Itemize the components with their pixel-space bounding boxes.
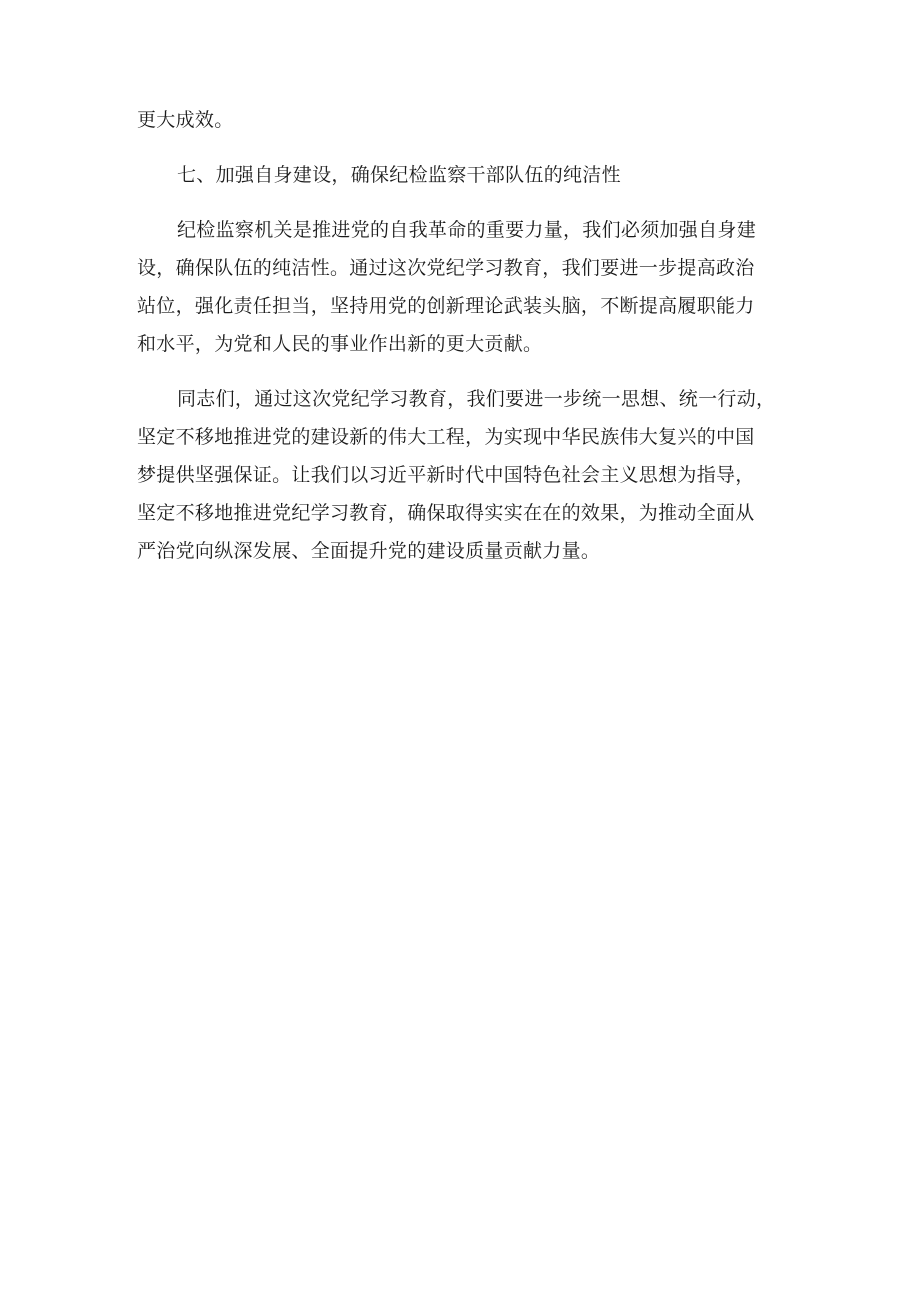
paragraph-gap — [137, 363, 797, 380]
paragraph-line: 纪检监察机关是推进党的自我革命的重要力量，我们必须加强自身建 — [177, 219, 757, 241]
paragraph-line: 坚定不移地推进党的建设新的伟大工程，为实现中华民族伟大复兴的中国 — [137, 426, 755, 448]
paragraph-line: 坚定不移地推进党纪学习教育，确保取得实实在在的效果，为推动全面从 — [137, 502, 755, 524]
paragraph-gap — [137, 194, 797, 211]
paragraph-line: 严治党向纵深发展、全面提升党的建设质量贡献力量。 — [137, 540, 601, 562]
paragraph-line: 梦提供坚强保证。让我们以习近平新时代中国特色社会主义思想为指导， — [137, 464, 755, 486]
paragraph-line: 同志们，通过这次党纪学习教育，我们要进一步统一思想、统一行动， — [177, 388, 776, 410]
paragraph-1 — [137, 211, 797, 363]
paragraph-tail-line: 更大成效。 — [137, 109, 234, 131]
paragraph-line: 站位，强化责任担当，坚持用党的创新理论武装头脑，不断提高履职能力 — [137, 295, 755, 317]
paragraph-line: 设，确保队伍的纯洁性。通过这次党纪学习教育，我们要进一步提高政治 — [137, 257, 755, 279]
paragraph-2 — [137, 380, 797, 570]
document-body — [137, 101, 797, 570]
paragraph-gap — [137, 139, 797, 156]
paragraph-line: 和水平，为党和人民的事业作出新的更大贡献。 — [137, 333, 543, 355]
section-heading: 七、加强自身建设，确保纪检监察干部队伍的纯洁性 — [177, 164, 621, 186]
